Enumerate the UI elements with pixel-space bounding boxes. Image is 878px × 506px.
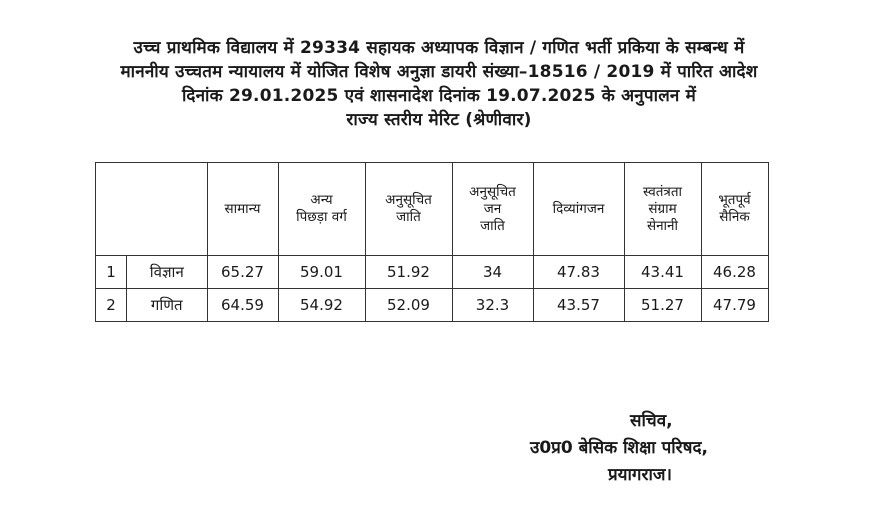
heading-line-4: राज्य स्तरीय मेरिट (श्रेणीवार) bbox=[346, 110, 532, 130]
cell-sc: 51.92 bbox=[365, 256, 452, 289]
cell-general: 64.59 bbox=[207, 289, 278, 322]
cell-divyang: 47.83 bbox=[533, 256, 624, 289]
header-subject-blank bbox=[127, 163, 208, 256]
header-obc: अन्य पिछड़ा वर्ग bbox=[278, 163, 365, 256]
header-serial-blank bbox=[96, 163, 127, 256]
row-subject: विज्ञान bbox=[127, 256, 208, 289]
heading-line-3: दिनांक 29.01.2025 एवं शासनादेश दिनांक 19.07.2025 के अनुपालन में bbox=[181, 86, 697, 106]
cell-freedom-fighter: 51.27 bbox=[624, 289, 701, 322]
header-ex-serviceman: भूतपूर्व सैनिक bbox=[701, 163, 768, 256]
cell-ex-serviceman: 47.79 bbox=[701, 289, 768, 322]
cell-st: 32.3 bbox=[452, 289, 533, 322]
row-subject: गणित bbox=[127, 289, 208, 322]
signature-office: उ0प्र0 बेसिक शिक्षा परिषद, bbox=[530, 438, 708, 458]
row-serial: 2 bbox=[96, 289, 127, 322]
document-heading bbox=[0, 36, 878, 132]
table-row bbox=[96, 289, 769, 322]
signature-block bbox=[530, 408, 708, 489]
header-divyang: दिव्यांगजन bbox=[533, 163, 624, 256]
header-st: अनुसूचित जन जाति bbox=[452, 163, 533, 256]
cell-obc: 59.01 bbox=[278, 256, 365, 289]
cell-divyang: 43.57 bbox=[533, 289, 624, 322]
heading-line-1: उच्च प्राथमिक विद्यालय में 29334 सहायक अध्यापक विज्ञान / गणित भर्ती प्रकिया के सम्बन्ध में bbox=[133, 38, 745, 58]
cell-freedom-fighter: 43.41 bbox=[624, 256, 701, 289]
merit-table bbox=[95, 162, 769, 322]
table-row bbox=[96, 256, 769, 289]
signature-place: प्रयागराज। bbox=[608, 465, 672, 485]
header-general: सामान्य bbox=[207, 163, 278, 256]
cell-general: 65.27 bbox=[207, 256, 278, 289]
cell-ex-serviceman: 46.28 bbox=[701, 256, 768, 289]
cell-st: 34 bbox=[452, 256, 533, 289]
cell-obc: 54.92 bbox=[278, 289, 365, 322]
cell-sc: 52.09 bbox=[365, 289, 452, 322]
header-sc: अनुसूचित जाति bbox=[365, 163, 452, 256]
row-serial: 1 bbox=[96, 256, 127, 289]
signature-designation: सचिव, bbox=[630, 411, 673, 431]
table-header-row bbox=[96, 163, 769, 256]
header-freedom-fighter: स्वतंत्रता संग्राम सेनानी bbox=[624, 163, 701, 256]
heading-line-2: माननीय उच्चतम न्यायालय में योजित विशेष अनुज्ञा डायरी संख्या–18516 / 2019 में पारित आदेश bbox=[120, 62, 758, 82]
